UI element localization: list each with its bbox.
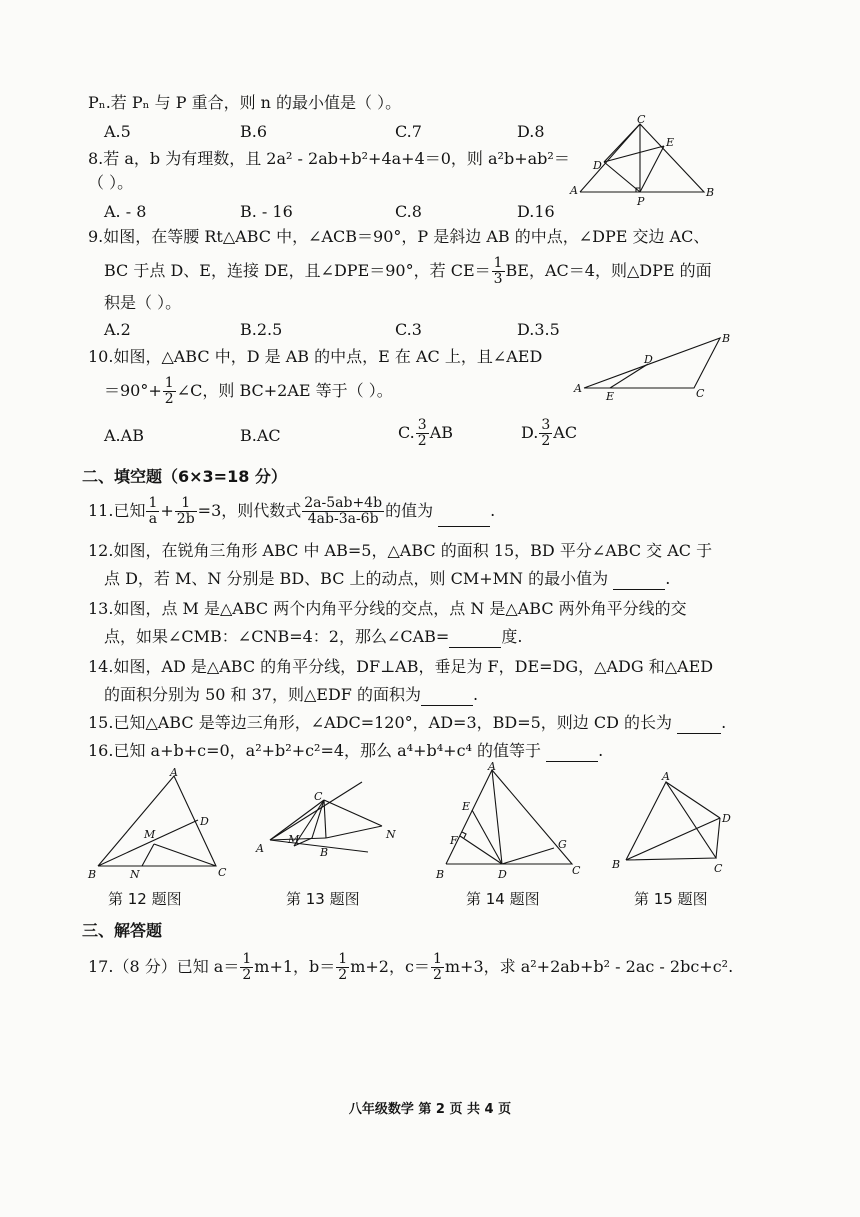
q10-option-c-prefix: C. (398, 423, 415, 442)
q17-a-suffix: m+1，b＝ (254, 957, 336, 976)
q17-fa-num: 1 (242, 951, 252, 967)
q10-option-d-fraction (539, 418, 552, 449)
figure-13 (250, 776, 410, 886)
q9-text-line2 (104, 256, 712, 287)
q10-text-line2a: ＝90°+ (104, 381, 162, 400)
q17-fraction-c (431, 952, 444, 983)
q10-option-a: A.AB (104, 426, 144, 445)
page-footer: 八年级数学 第 2 页 共 4 页 (348, 1102, 512, 1117)
q8-text-line2: （ ）。 (88, 173, 134, 192)
q10-option-d-num: 3 (541, 417, 551, 433)
q9-label-p: P (637, 195, 645, 208)
fig13-label-a: A (256, 842, 264, 855)
fig12-label-d: D (200, 815, 209, 828)
q9-frac-den: 3 (493, 271, 503, 287)
q10-text-line2b: ∠C，则 BC+2AE 等于（ ）。 (176, 381, 393, 400)
q10-option-d (521, 418, 577, 449)
fig15-label-b: B (612, 858, 621, 871)
q13-text-line2 (104, 626, 522, 648)
q13-text-line2-body: 点，如果∠CMB：∠CNB=4：2，那么∠CAB= (104, 627, 450, 646)
q17-fa-den: 2 (242, 967, 252, 983)
q17-fc-den: 2 (432, 967, 442, 983)
caption-figure-13: 第 13 题图 (286, 890, 360, 908)
q10-figure (570, 330, 740, 402)
q11-answer-blank[interactable] (438, 510, 490, 527)
q7-option-b: B.6 (240, 122, 268, 141)
q9-frac-num: 1 (493, 255, 503, 271)
q10-option-d-suffix: AC (553, 423, 578, 442)
fig15-label-a: A (662, 770, 670, 783)
q9-option-c: C.3 (395, 320, 422, 339)
fig14-label-f: F (450, 834, 458, 847)
q9-text-line2b: BE，AC＝4，则△DPE 的面 (505, 261, 712, 280)
q14-text-line1: 14.如图，AD 是△ABC 的角平分线，DF⊥AB，垂足为 F，DE=DG，△ADG 和△AED (88, 657, 714, 676)
q10-option-b: B.AC (240, 426, 281, 445)
q17-fb-num: 1 (338, 951, 348, 967)
section-2-heading: 二、填空题（6×3=18 分） (82, 467, 287, 486)
q7-option-a: A.5 (104, 122, 131, 141)
q17-text (88, 952, 733, 983)
figure-14 (432, 760, 582, 884)
q10-text-line1: 10.如图，△ABC 中，D 是 AB 的中点，E 在 AC 上，且∠AED (88, 347, 543, 366)
q17-b-suffix: m+2，c＝ (350, 957, 430, 976)
q9-option-a: A.2 (104, 320, 131, 339)
q11-text: 11.已知 $\frac{1}{a}$ + $\frac{1}{2b}$ =3，则代数式 $\frac{2a-5ab+4b}{4ab-3a-6b}$ 的值为 . (88, 495, 496, 527)
q9-text-line3: 积是（ ）。 (104, 293, 182, 312)
q8-option-b: B. - 16 (240, 202, 293, 221)
q7-option-c: C.7 (395, 122, 422, 141)
fig15-label-c: C (714, 862, 723, 875)
q13-unit: 度. (501, 627, 523, 646)
q11-suffix: 的值为 (385, 501, 434, 520)
q11-f3-num: 2a-5ab+4b (304, 495, 383, 511)
q10-frac-den: 2 (164, 391, 174, 407)
q12-text-line1: 12.如图，在锐角三角形 ABC 中 AB=5，△ABC 的面积 15，BD 平分∠ABC 交 AC 于 (88, 541, 713, 560)
q9-text-line2a: BC 于点 D、E，连接 DE，且∠DPE＝90°，若 CE＝ (104, 261, 491, 280)
q17-fb-den: 2 (338, 967, 348, 983)
q9-text-line1: 9.如图，在等腰 Rt△ABC 中，∠ACB＝90°，P 是斜边 AB 的中点，∠DPE 交边 AC、 (88, 227, 710, 246)
q14-text-line2-body: 的面积分别为 50 和 37，则△EDF 的面积为 (104, 685, 421, 704)
q9-label-c: C (637, 113, 646, 126)
q11-f3-den: 4ab-3a-6b (307, 511, 379, 527)
figure-12 (86, 764, 236, 884)
fig13-label-c: C (314, 790, 323, 803)
q9-fraction (492, 256, 505, 287)
fig12-label-a: A (170, 766, 178, 779)
q7-text: Pₙ.若 Pₙ 与 P 重合，则 n 的最小值是（ ）。 (88, 93, 402, 112)
fig12-label-c: C (218, 866, 227, 879)
q14-answer-blank[interactable] (421, 689, 473, 706)
q10-option-c-num: 3 (417, 417, 427, 433)
q11-fraction-2 (175, 496, 197, 527)
q17-fraction-b (336, 952, 349, 983)
q10-frac-num: 1 (164, 375, 174, 391)
q10-option-c-den: 2 (417, 433, 427, 449)
q9-label-a: A (570, 184, 578, 197)
q17-prefix: 17.（8 分）已知 a＝ (88, 957, 240, 976)
q10-label-c: C (696, 387, 705, 400)
q10-label-a: A (574, 382, 582, 395)
q11-middle: =3，则代数式 (197, 501, 302, 520)
q10-option-c-fraction (416, 418, 429, 449)
q17-fc-num: 1 (432, 951, 442, 967)
q15-text: 15.已知△ABC 是等边三角形，∠ADC=120°，AD=3，BD=5，则边 CD 的长为 . (88, 713, 727, 732)
fig12-label-m: M (144, 828, 156, 841)
q9-label-d: D (593, 159, 602, 172)
caption-figure-15: 第 15 题图 (634, 890, 708, 908)
q10-option-d-den: 2 (541, 433, 551, 449)
fig14-label-e: E (462, 800, 471, 813)
q10-option-c (398, 418, 453, 449)
q17-c-suffix: m+3，求 a²+2ab+b² - 2ac - 2bc+c². (444, 957, 734, 976)
section-3-heading: 三、解答题 (82, 921, 163, 940)
fig14-label-a: A (488, 760, 496, 773)
q10-text-line2 (104, 376, 393, 407)
q14-text-line2: 的面积分别为 50 和 37，则△EDF 的面积为 . (104, 685, 479, 704)
q10-option-d-prefix: D. (521, 423, 539, 442)
fig12-label-n: N (130, 868, 140, 881)
q15-text-body: 15.已知△ABC 是等边三角形，∠ADC=120°，AD=3，BD=5，则边 CD 的长为 (88, 713, 673, 732)
fig14-label-g: G (558, 838, 567, 851)
q10-label-d: D (644, 353, 653, 366)
q12-text-line2: 点 D，若 M、N 分别是 BD、BC 上的动点，则 CM+MN 的最小值为 . (104, 569, 671, 588)
q10-label-b: B (722, 332, 731, 345)
q11-prefix: 11.已知 (88, 501, 146, 520)
q8-option-c: C.8 (395, 202, 422, 221)
q16-text-body: 16.已知 a+b+c=0，a²+b²+c²=4，那么 a⁴+b⁴+c⁴ 的值等于 (88, 741, 542, 760)
q11-f2-den: 2b (176, 511, 195, 527)
q11-f1-den: a (148, 511, 158, 527)
q11-f2-num: 1 (175, 496, 197, 512)
q13-text-line1: 13.如图，点 M 是△ABC 两个内角平分线的交点，点 N 是△ABC 两外角平分线的交 (88, 599, 687, 618)
q8-option-a: A. - 8 (104, 202, 147, 221)
q8-option-d: D.16 (517, 202, 555, 221)
fig14-label-c: C (572, 864, 581, 877)
q11-f1-num: 1 (148, 495, 158, 511)
fig13-label-b: B (320, 846, 329, 859)
q13-answer-blank[interactable] (449, 631, 501, 648)
q10-fraction (163, 376, 176, 407)
q16-text: 16.已知 a+b+c=0，a²+b²+c²=4，那么 a⁴+b⁴+c⁴ 的值等于 . (88, 741, 604, 760)
fig13-label-n: N (386, 828, 396, 841)
q9-option-d: D.3.5 (517, 320, 560, 339)
q11-plus: + (160, 501, 174, 520)
q7-option-d: D.8 (517, 122, 545, 141)
q17-fraction-a (240, 952, 253, 983)
q10-label-e: E (606, 390, 615, 402)
q12-answer-blank[interactable] (613, 573, 665, 590)
q9-option-b: B.2.5 (240, 320, 283, 339)
fig12-label-b: B (88, 868, 97, 881)
q10-option-c-suffix: AB (429, 423, 453, 442)
q15-answer-blank[interactable] (677, 717, 721, 734)
q9-label-b: B (706, 186, 715, 199)
q11-fraction-1 (146, 496, 159, 527)
q9-label-e: E (666, 136, 675, 149)
q12-text-line2-body: 点 D，若 M、N 分别是 BD、BC 上的动点，则 CM+MN 的最小值为 (104, 569, 609, 588)
fig15-label-d: D (722, 812, 731, 825)
caption-figure-12: 第 12 题图 (108, 890, 182, 908)
q8-text-line1: 8.若 a，b 为有理数，且 2a² - 2ab+b²+4a+4＝0，则 a²b+ab²＝ (88, 149, 570, 168)
q11-fraction-3 (302, 496, 384, 527)
caption-figure-14: 第 14 题图 (466, 890, 540, 908)
q9-figure (566, 112, 716, 210)
fig13-label-m: M (288, 833, 300, 846)
figure-15 (604, 764, 744, 884)
fig14-label-b: B (436, 868, 445, 881)
fig14-label-d: D (498, 868, 507, 881)
